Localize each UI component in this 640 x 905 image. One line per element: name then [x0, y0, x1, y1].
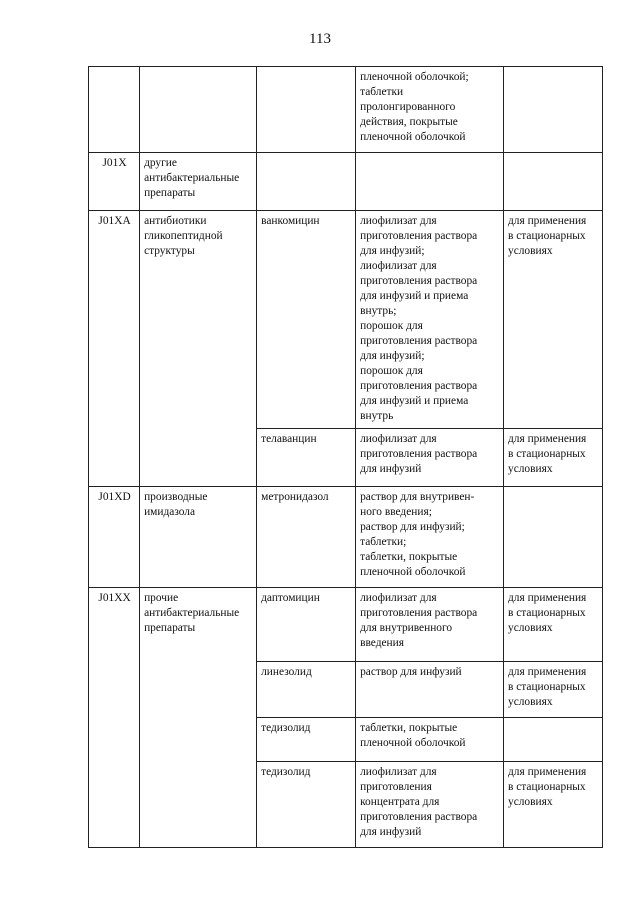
note-cell — [504, 487, 603, 588]
drug-name-cell: тедизолид — [257, 762, 356, 848]
table-row — [89, 211, 603, 429]
dosage-form-cell: таблетки, покрытые пленочной оболочкой — [356, 718, 504, 762]
note-cell: для применения в стационарных условиях — [504, 429, 603, 487]
note-cell: для применения в стационарных условиях — [504, 588, 603, 662]
group-cell: другие антибактериальные препараты — [140, 153, 257, 211]
note-cell — [504, 718, 603, 762]
table-row — [89, 487, 603, 588]
drug-table — [88, 66, 603, 848]
dosage-form-cell: лиофилизат для приготовления концентрата для приготовления раствора для инфузий — [356, 762, 504, 848]
dosage-form-cell: пленочной оболочкой; таблетки пролонгированного действия, покрытые пленочной оболочкой — [356, 67, 504, 153]
drug-name-cell — [257, 67, 356, 153]
atc-code-cell — [89, 67, 140, 153]
drug-name-cell: метронидазол — [257, 487, 356, 588]
drug-name-cell: телаванцин — [257, 429, 356, 487]
table-row — [89, 67, 603, 153]
atc-code-cell: J01XD — [89, 487, 140, 588]
note-cell: для применения в стационарных условиях — [504, 662, 603, 718]
dosage-form-cell: лиофилизат для приготовления раствора для внутривенного введения — [356, 588, 504, 662]
drug-name-cell — [257, 153, 356, 211]
dosage-form-cell: лиофилизат для приготовления раствора для инфузий; лиофилизат для приготовления раствора для инфузий и приема внутрь; порошок для приготовления раствора для инфузий; порошок для приготовления раствора для инфузий и приема внутрь — [356, 211, 504, 429]
drug-name-cell: даптомицин — [257, 588, 356, 662]
dosage-form-cell: раствор для внутривен- ного введения; раствор для инфузий; таблетки; таблетки, покрытые пленочной оболочкой — [356, 487, 504, 588]
drug-name-cell: тедизолид — [257, 718, 356, 762]
atc-code-cell: J01XX — [89, 588, 140, 848]
note-cell — [504, 153, 603, 211]
note-cell: для применения в стационарных условиях — [504, 211, 603, 429]
dosage-form-cell: лиофилизат для приготовления раствора для инфузий — [356, 429, 504, 487]
atc-code-cell: J01XA — [89, 211, 140, 487]
note-cell: для применения в стационарных условиях — [504, 762, 603, 848]
table-row — [89, 588, 603, 662]
drug-name-cell: линезолид — [257, 662, 356, 718]
dosage-form-cell: раствор для инфузий — [356, 662, 504, 718]
dosage-form-cell — [356, 153, 504, 211]
drug-name-cell: ванкомицин — [257, 211, 356, 429]
page-number: 113 — [309, 31, 331, 47]
group-cell — [140, 67, 257, 153]
note-cell — [504, 67, 603, 153]
table-row — [89, 153, 603, 211]
group-cell: производные имидазола — [140, 487, 257, 588]
group-cell: прочие антибактериальные препараты — [140, 588, 257, 848]
group-cell: антибиотики гликопептидной структуры — [140, 211, 257, 487]
atc-code-cell: J01X — [89, 153, 140, 211]
